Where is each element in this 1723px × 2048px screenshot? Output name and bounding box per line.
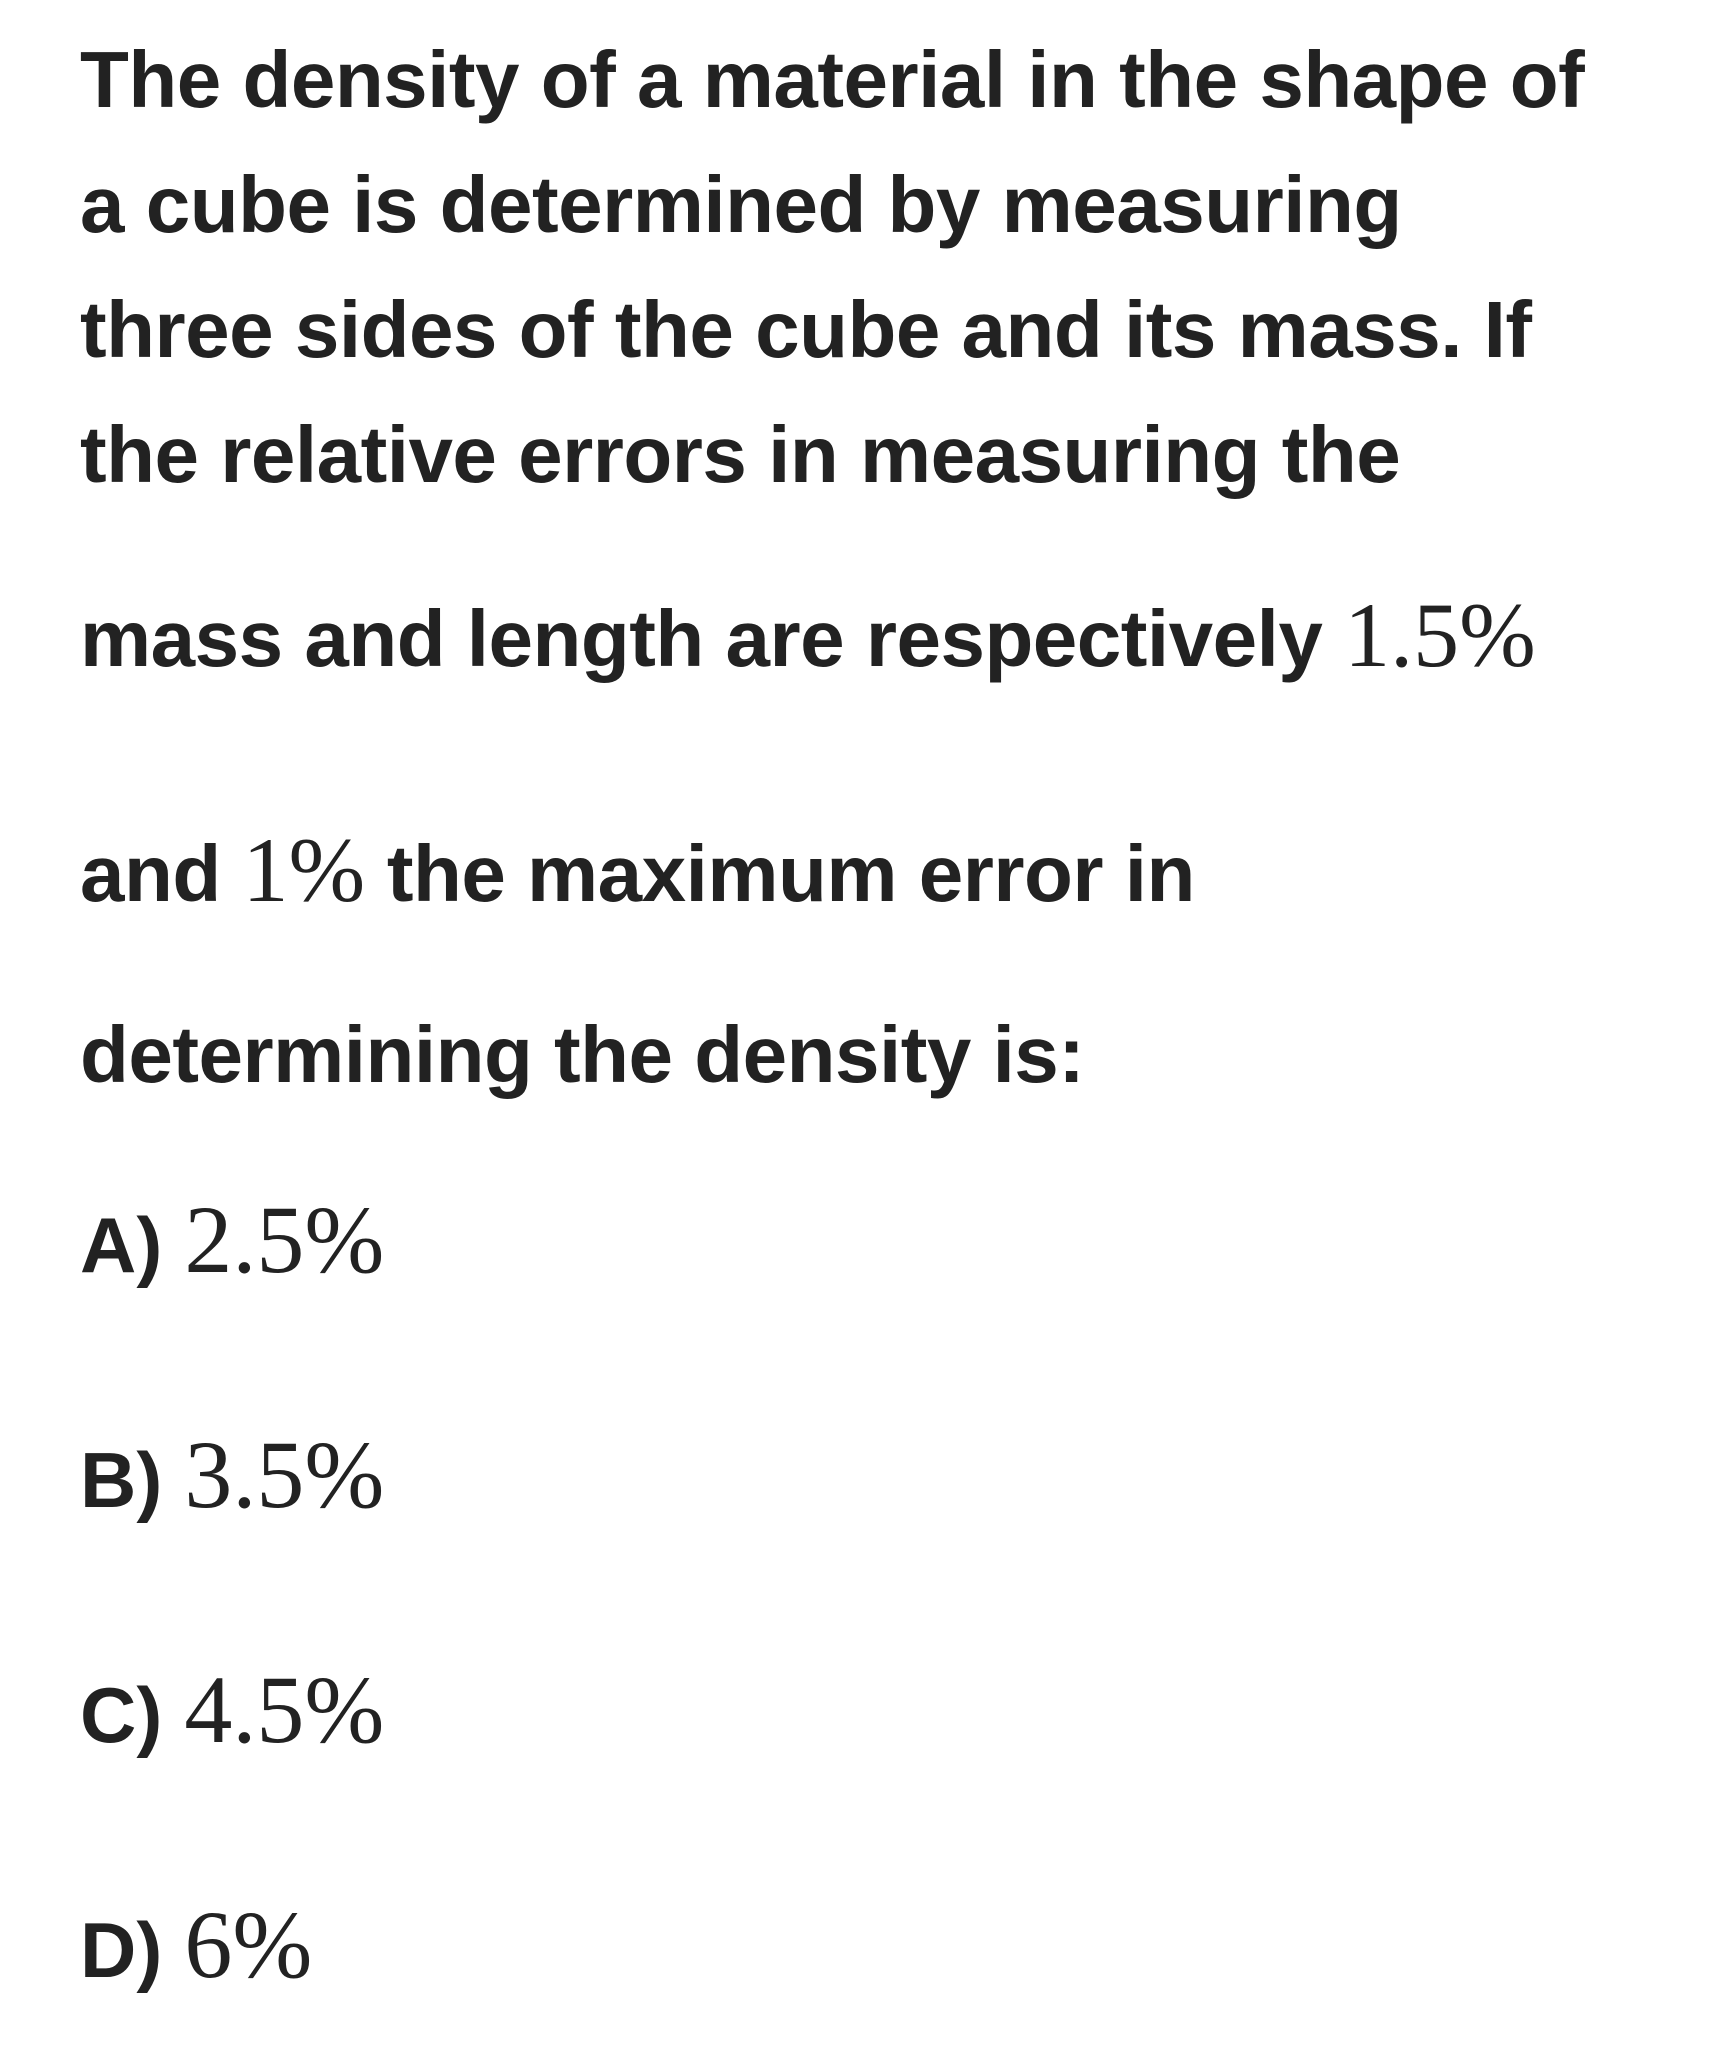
option-value: 3.5% — [184, 1421, 385, 1528]
mass-error-value: 1.5% — [1344, 584, 1536, 686]
question-line-2: a cube is determined by measuring — [80, 160, 1402, 249]
option-paren: ) — [136, 1436, 163, 1524]
question-line-7: determining the density is: — [80, 1010, 1085, 1099]
option-paren: ) — [136, 1906, 163, 1994]
option-value: 4.5% — [184, 1656, 385, 1763]
option-value: 2.5% — [184, 1186, 385, 1293]
option-letter: B — [80, 1436, 137, 1524]
question-line-5 — [80, 585, 1536, 689]
question-line-6-pre: and — [80, 829, 243, 918]
question-line-4: the relative errors in measuring the — [80, 410, 1401, 499]
option-paren: ) — [136, 1201, 163, 1289]
option-letter: C — [80, 1671, 137, 1759]
option-letter: D — [80, 1906, 137, 1994]
option-value: 6% — [184, 1891, 313, 1998]
question-line-6 — [80, 820, 1195, 924]
option-c[interactable] — [80, 1655, 384, 1793]
option-letter: A — [80, 1201, 137, 1289]
question-line-6-post: the maximum error in — [365, 829, 1195, 918]
length-error-value: 1% — [242, 819, 366, 921]
question-line-1: The density of a material in the shape of — [80, 35, 1585, 124]
question-line-5-text: mass and length are respectively — [80, 594, 1345, 683]
question-line-3: three sides of the cube and its mass. If — [80, 285, 1532, 374]
option-b[interactable] — [80, 1420, 384, 1558]
option-a[interactable] — [80, 1185, 384, 1323]
option-paren: ) — [136, 1671, 163, 1759]
option-d[interactable] — [80, 1890, 312, 2028]
